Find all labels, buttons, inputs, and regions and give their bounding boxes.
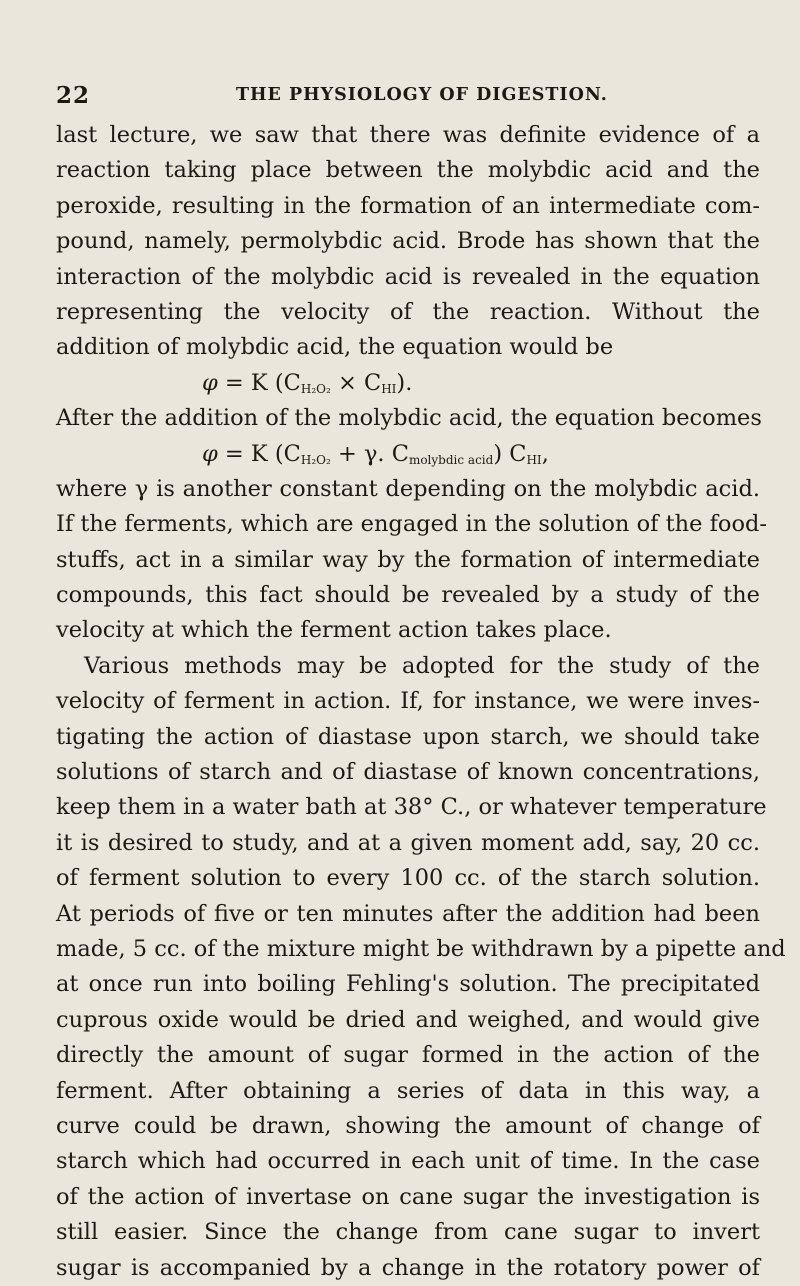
equation-part: + γ. C — [330, 440, 409, 467]
text-line: peroxide, resulting in the formation of an intermediate com- — [56, 192, 760, 219]
equation-part: , — [541, 440, 549, 467]
page-number: 22 — [56, 82, 91, 109]
text-line: at once run into boiling Fehling's solution. The precipitated — [56, 971, 760, 998]
text-line: interaction of the molybdic acid is revealed in the equation — [56, 263, 760, 290]
text-line: cuprous oxide would be dried and weighed, and would give — [56, 1006, 760, 1033]
equation-lhs: φ — [202, 440, 218, 467]
equation-with-molybdic — [56, 437, 760, 472]
text-line: ferment. After obtaining a series of data in this way, a — [56, 1077, 760, 1104]
text-line: addition of molybdic acid, the equation would be — [56, 334, 614, 361]
text-line: it is desired to study, and at a given moment add, say, 20 cc. — [56, 829, 760, 856]
text-line: where γ is another constant depending on the molybdic acid. — [56, 475, 760, 502]
text-line: curve could be drawn, showing the amount of change of — [56, 1112, 760, 1139]
text-line: starch which had occurred in each unit of time. In the case — [56, 1148, 760, 1175]
equation-lhs: φ — [202, 369, 218, 396]
equation-part: = K (C — [217, 440, 301, 467]
text-line: of ferment solution to every 100 cc. of the starch solution. — [56, 865, 760, 892]
equation-part: ). — [396, 369, 413, 396]
equation-part: ) C — [493, 440, 527, 467]
text-line: tigating the action of diastase upon starch, we should take — [56, 723, 760, 750]
equation-subscript: HI — [381, 381, 397, 396]
text-line: compounds, this fact should be revealed by a study of the — [56, 582, 760, 609]
text-line: sugar is accompanied by a change in the rotatory power of — [56, 1254, 760, 1281]
body-text — [56, 118, 786, 1286]
text-line: made, 5 cc. of the mixture might be withdrawn by a pipette and — [56, 935, 786, 962]
running-title: THE PHYSIOLOGY OF DIGESTION. — [236, 85, 608, 105]
equation-subscript: molybdic acid — [408, 452, 494, 467]
text-line: of the action of invertase on cane sugar the investigation is — [56, 1183, 760, 1210]
text-line: solutions of starch and of diastase of known concentrations, — [56, 759, 760, 786]
equation-part: × C — [330, 369, 382, 396]
equation-subscript: H₂O₂ — [300, 381, 331, 396]
running-head — [56, 82, 756, 112]
text-line: representing the velocity of the reaction. Without the — [56, 298, 760, 325]
equation-without-molybdic — [56, 366, 760, 401]
text-line: pound, namely, permolybdic acid. Brode has shown that the — [56, 228, 760, 255]
text-line: After the addition of the molybdic acid, the equation becomes — [56, 405, 762, 432]
text-line: keep them in a water bath at 38° C., or whatever temperature — [56, 794, 767, 821]
equation-subscript: HI — [526, 452, 542, 467]
equation-part: = K (C — [217, 369, 301, 396]
equation-subscript: H₂O₂ — [300, 452, 331, 467]
text-line: At periods of five or ten minutes after the addition had been — [56, 900, 760, 927]
text-line: last lecture, we saw that there was definite evidence of a — [56, 122, 760, 148]
text-line: stuffs, act in a similar way by the formation of intermediate — [56, 546, 760, 573]
text-line: If the ferments, which are engaged in the solution of the food- — [56, 511, 768, 538]
text-line: directly the amount of sugar formed in the action of the — [56, 1042, 760, 1069]
text-line: velocity at which the ferment action takes place. — [56, 617, 612, 644]
text-line: still easier. Since the change from cane sugar to invert — [56, 1219, 760, 1246]
text-line: Various methods may be adopted for the study of the — [84, 652, 760, 679]
text-line: velocity of ferment in action. If, for instance, we were inves- — [56, 688, 760, 715]
text-line: reaction taking place between the molybdic acid and the — [56, 157, 760, 184]
